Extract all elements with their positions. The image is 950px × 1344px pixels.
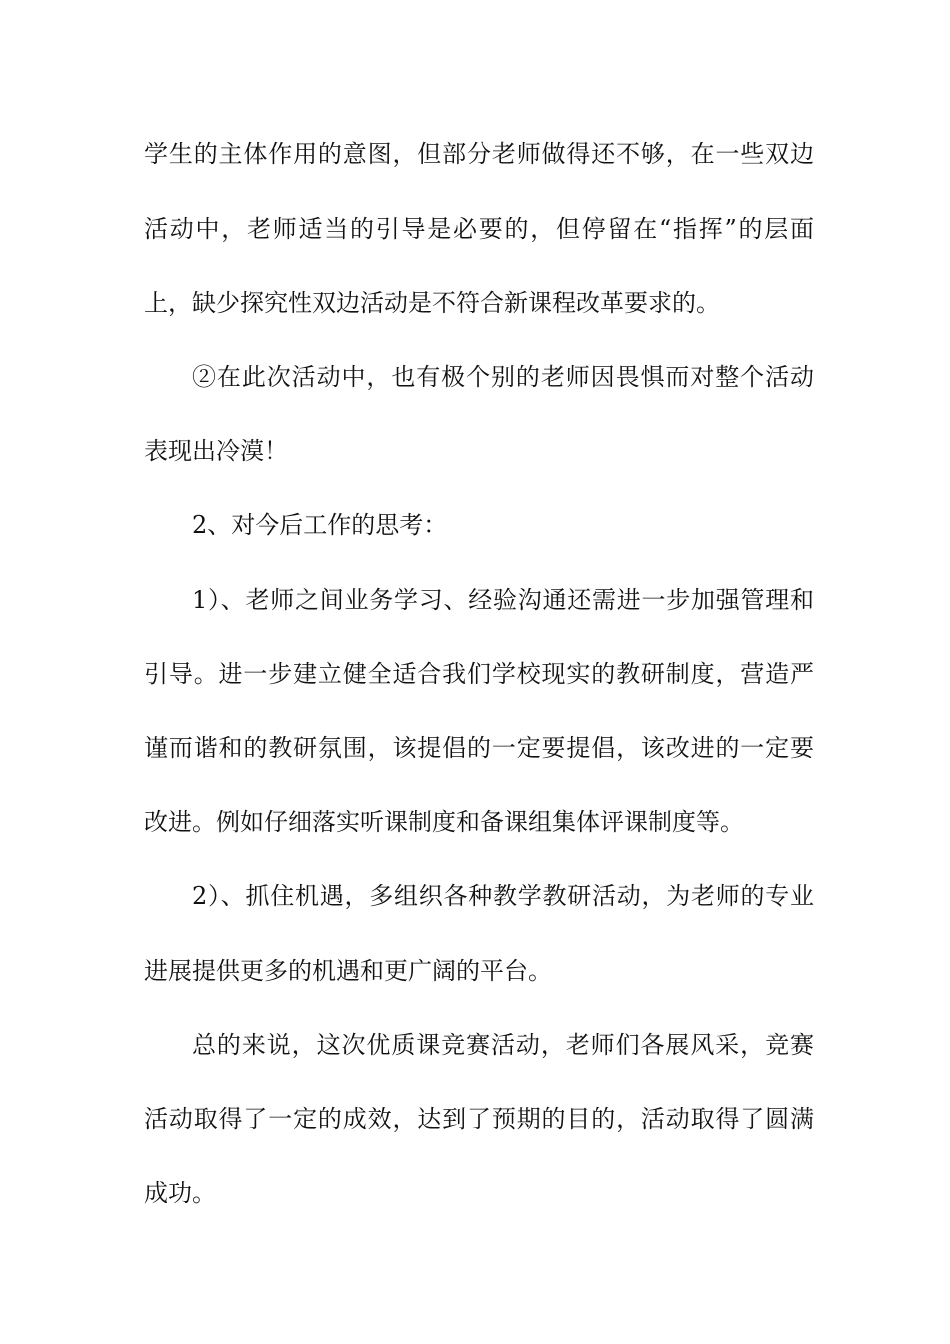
paragraph-2-line-2: 表现出冷漠！ [144,437,288,465]
paragraph-3-line-2: 引导。进一步建立健全适合我们学校现实的教研制度，营造严 [144,660,814,688]
paragraph-5-line-2: 活动取得了一定的成效，达到了预期的目的，活动取得了圆满 [144,1105,814,1133]
paragraph-5-line-3: 成功。 [144,1179,216,1207]
paragraph-1-line-3: 上，缺少探究性双边活动是不符合新课程改革要求的。 [144,289,720,317]
paragraph-3-line-3: 谨而谐和的教研氛围，该提倡的一定要提倡，该改进的一定要 [144,734,814,762]
paragraph-4-line-2: 进展提供更多的机遇和更广阔的平台。 [144,957,552,985]
section-heading: 2、对今后工作的思考： [192,511,448,539]
paragraph-1-line-1: 学生的主体作用的意图，但部分老师做得还不够，在一些双边 [144,140,814,168]
paragraph-1-line-2: 活动中，老师适当的引导是必要的，但停留在“指挥”的层面 [144,215,814,243]
paragraph-4-line-1: 2）、抓住机遇，多组织各种教学教研活动，为老师的专业 [192,882,814,910]
paragraph-2-line-1: ②在此次活动中，也有极个别的老师因畏惧而对整个活动 [192,363,814,391]
paragraph-5-line-1: 总的来说，这次优质课竞赛活动，老师们各展风采，竞赛 [192,1031,814,1059]
paragraph-3-line-4: 改进。例如仔细落实听课制度和备课组集体评课制度等。 [144,808,744,836]
paragraph-3-line-1: 1）、老师之间业务学习、经验沟通还需进一步加强管理和 [192,586,814,614]
